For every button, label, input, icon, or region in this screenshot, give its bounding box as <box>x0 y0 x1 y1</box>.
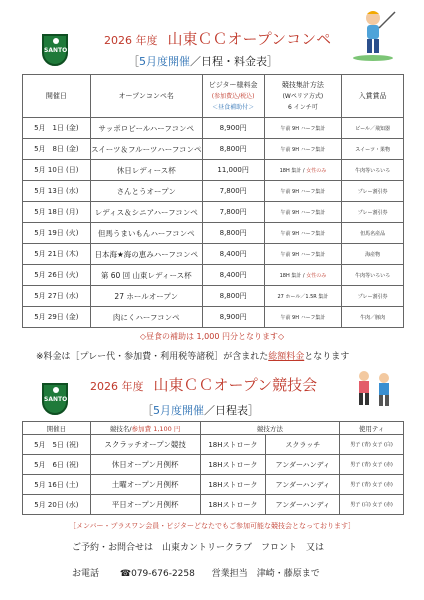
cell-prize: プレー割引券 <box>342 202 404 223</box>
cell-fee: 7,800円 <box>202 202 264 223</box>
table-row <box>23 475 404 495</box>
cell-method: 18H 集計 / 女性のみ <box>264 265 342 286</box>
cell-name: 但馬うまいもんハーフコンペ <box>90 223 202 244</box>
schedule-subtitle: ［5月度開催／日程・料金表］ <box>128 55 278 68</box>
cell-name: 土曜オープン月例杯 <box>90 475 200 495</box>
phone-icon: ☎ <box>119 569 132 579</box>
t2-header-method: 競技方法 <box>200 422 340 435</box>
cell-method2: アンダーハンディ <box>266 495 340 515</box>
cell-prize: 牛肉／豚肉 <box>342 307 404 328</box>
cell-fee: 8,400円 <box>202 244 264 265</box>
cell-method: 27 ホール／1.5R 集計 <box>264 286 342 307</box>
cell-method1: 18Hストローク <box>200 475 266 495</box>
cell-date: 5月 10日 (日) <box>23 160 91 181</box>
cell-fee: 8,800円 <box>202 223 264 244</box>
cell-tee: 男子 (青) 女子 (赤) <box>340 475 404 495</box>
cell-method2: アンダーハンディ <box>266 455 340 475</box>
table-row <box>23 181 404 202</box>
cell-date: 5月 8日 (金) <box>23 139 91 160</box>
cell-method1: 18Hストローク <box>200 495 266 515</box>
header-date: 開催日 <box>23 75 91 118</box>
cell-name: 第 60 回 山東レディース杯 <box>90 265 202 286</box>
cell-method: 午前 9H ハーフ集計 <box>264 181 342 202</box>
page-title-2: 2026 年度 山東ＣＣオープン競技会 <box>90 376 318 394</box>
golfer-pair-illustration <box>348 368 400 412</box>
cell-prize: 牛肉等いろいろ <box>342 160 404 181</box>
cell-date: 5月 1日 (金) <box>23 118 91 139</box>
t2-header-tee: 使用ティ <box>340 422 404 435</box>
table-row <box>23 265 404 286</box>
cell-tee: 男子 (白) 女子 (赤) <box>340 495 404 515</box>
cell-date: 5月 6日 (祝) <box>23 455 91 475</box>
table-row <box>23 435 404 455</box>
lunch-footnote: ◇昼食の補助は 1,000 円分となります◇ <box>139 332 285 341</box>
cell-name: さんとうオープン <box>90 181 202 202</box>
header-prize: 入賞賞品 <box>342 75 404 118</box>
cell-name: 休日オープン月例杯 <box>90 455 200 475</box>
open-competition-table <box>22 74 404 328</box>
table-row <box>23 223 404 244</box>
table-row <box>23 307 404 328</box>
cell-name: 27 ホールオープン <box>90 286 202 307</box>
t2-header-date: 開催日 <box>23 422 91 435</box>
table2-header-row <box>23 422 404 435</box>
cell-date: 5月 27日 (水) <box>23 286 91 307</box>
cell-fee: 7,800円 <box>202 181 264 202</box>
table-row <box>23 286 404 307</box>
header-fee: ビジター様料金 (参加費込/税込) ＜昼食補助付＞ <box>202 75 264 118</box>
header-name: オープンコンペ名 <box>90 75 202 118</box>
cell-method: 午前 9H ハーフ集計 <box>264 118 342 139</box>
cell-name: レディス＆シニアハーフコンペ <box>90 202 202 223</box>
fee-note: ※料金は［プレー代・参加費・利用税等諸税］が含まれた総額料金となります <box>36 352 350 362</box>
cell-name: 休日レディース杯 <box>90 160 202 181</box>
cell-prize: プレー割引券 <box>342 286 404 307</box>
cell-name: 平日オープン月例杯 <box>90 495 200 515</box>
cell-method2: スクラッチ <box>266 435 340 455</box>
cell-tee: 男子 (青) 女子 (赤) <box>340 455 404 475</box>
table-row <box>23 244 404 265</box>
cell-fee: 8,800円 <box>202 139 264 160</box>
table-row <box>23 160 404 181</box>
cell-date: 5月 5日 (祝) <box>23 435 91 455</box>
cell-method: 午前 9H ハーフ集計 <box>264 244 342 265</box>
cell-method: 午前 9H ハーフ集計 <box>264 307 342 328</box>
cell-date: 5月 21日 (木) <box>23 244 91 265</box>
cell-method1: 18Hストローク <box>200 455 266 475</box>
cell-name: スクラッチオープン競技 <box>90 435 200 455</box>
cell-fee: 8,900円 <box>202 118 264 139</box>
cell-method: 18H 集計 / 女性のみ <box>264 160 342 181</box>
table-row <box>23 118 404 139</box>
cell-prize: 海産物 <box>342 244 404 265</box>
cell-fee: 8,800円 <box>202 286 264 307</box>
logo-text: SANTO <box>44 47 68 54</box>
cell-date: 5月 26日 (火) <box>23 265 91 286</box>
santo-logo-2: SANTO <box>42 383 68 415</box>
title-text: 山東ＣＣオープンコンペ <box>167 30 332 48</box>
header-method: 競技集計方法 (Wペリア方式) 6 インチ可 <box>264 75 342 118</box>
cell-prize: ビール／飛知器 <box>342 118 404 139</box>
cell-date: 5月 18日 (月) <box>23 202 91 223</box>
cell-name: 肉にくハーフコンペ <box>90 307 202 328</box>
cell-method: 午前 9H ハーフ集計 <box>264 223 342 244</box>
cell-fee: 8,900円 <box>202 307 264 328</box>
schedule-subtitle-2: ［5月度開催／日程表］ <box>142 404 259 417</box>
santo-logo <box>42 34 68 66</box>
cell-method: 午前 9H ハーフ集計 <box>264 139 342 160</box>
tournament-table <box>22 421 404 515</box>
table-row <box>23 202 404 223</box>
cell-prize: スイーツ・果物 <box>342 139 404 160</box>
cell-name: 日本海★海の恵みハーフコンペ <box>90 244 202 265</box>
title-year: 2026 年度 <box>104 34 158 47</box>
page-title <box>104 28 331 49</box>
cell-name: サッポロビールハーフコンペ <box>90 118 202 139</box>
cell-date: 5月 19日 (火) <box>23 223 91 244</box>
golfer-illustration <box>345 6 401 62</box>
cell-method: 午前 9H ハーフ集計 <box>264 202 342 223</box>
cell-prize: プレー割引券 <box>342 181 404 202</box>
table-header-row <box>23 75 404 118</box>
cell-date: 5月 29日 (金) <box>23 307 91 328</box>
cell-prize: 牛肉等いろいろ <box>342 265 404 286</box>
contact-line: ご予約・お問合せは 山東カントリークラブ フロント 又は <box>72 543 325 553</box>
table-row <box>23 455 404 475</box>
contact-phone-line: お電話 ☎079-676-2258 営業担当 津崎・藤原まで <box>72 569 320 579</box>
cell-method1: 18Hストローク <box>200 435 266 455</box>
cell-fee: 11,000円 <box>202 160 264 181</box>
cell-prize: 但馬名産品 <box>342 223 404 244</box>
cell-date: 5月 20日 (水) <box>23 495 91 515</box>
table-row <box>23 495 404 515</box>
table-row <box>23 139 404 160</box>
cell-name: スイーツ＆フルーツハーフコンペ <box>90 139 202 160</box>
phone-number: 079-676-2258 <box>131 569 195 579</box>
cell-method2: アンダーハンディ <box>266 475 340 495</box>
cell-fee: 8,400円 <box>202 265 264 286</box>
cell-tee: 男子 (青) 女子 (白) <box>340 435 404 455</box>
cell-date: 5月 16日 (土) <box>23 475 91 495</box>
subtitle-month: 5月度開催 <box>139 55 190 68</box>
t2-header-name: 競技名/参加費 1,100 円 <box>90 422 200 435</box>
cell-date: 5月 13日 (水) <box>23 181 91 202</box>
tournament-footnote: ［メンバー・プラスワン会員・ビジターどなたでもご参加可能な競技会となっております］ <box>68 522 356 530</box>
